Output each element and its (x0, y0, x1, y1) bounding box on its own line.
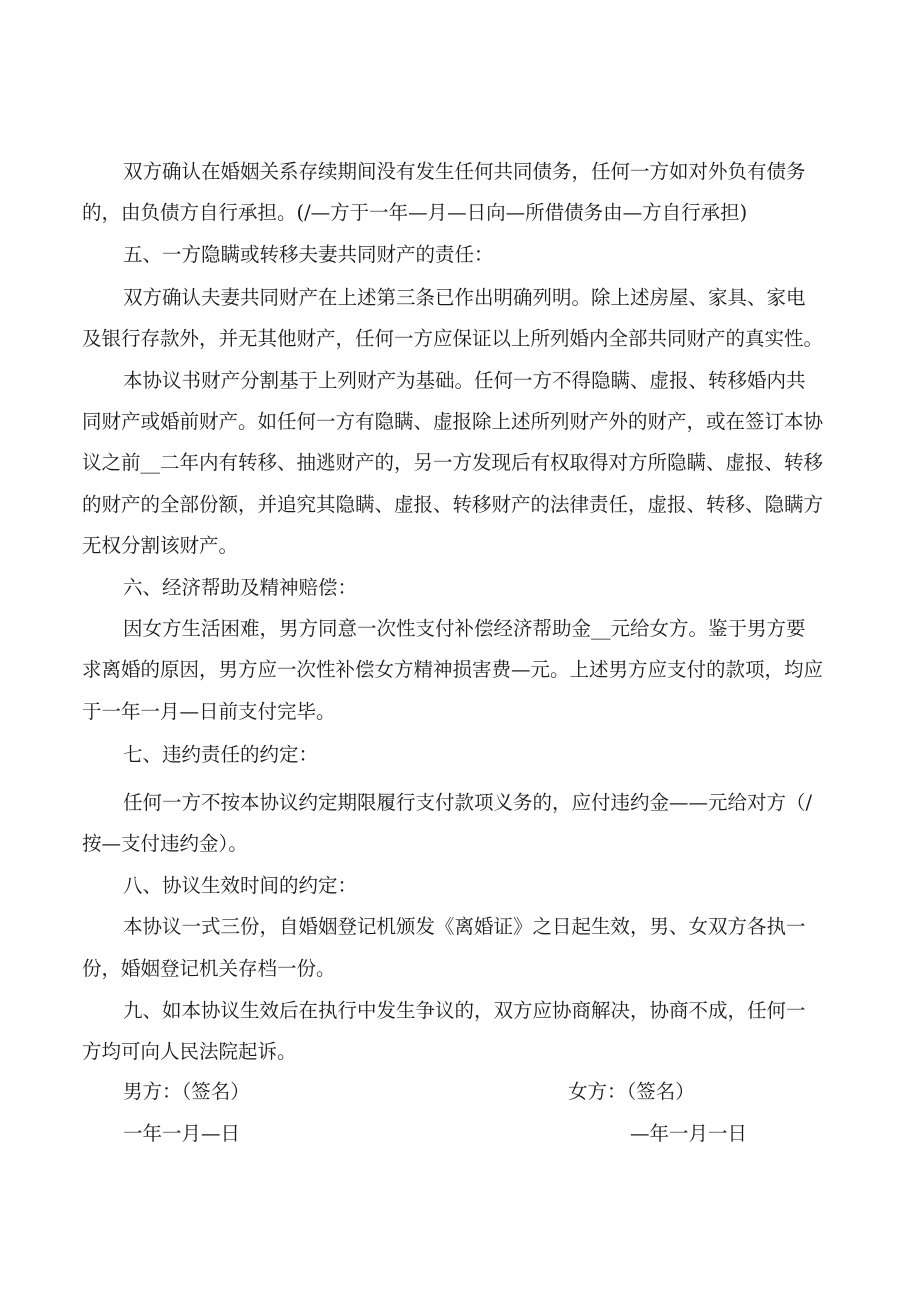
section-heading: 六、经济帮助及精神赔偿： (123, 576, 358, 599)
text-line: 求离婚的原因，男方应一次性补偿女方精神损害费—元。上述男方应支付的款项，均应 (82, 658, 824, 681)
text-line: 因女方生活困难，男方同意一次性支付补偿经济帮助金__元给女方。鉴于男方要 (123, 617, 806, 640)
text-line: 双方确认在婚姻关系存续期间没有发生任何共同债务，任何一方如对外负有债务 (123, 160, 806, 183)
text-line: 的，由负债方自行承担。(/—方于一年—月—日向—所借债务由—方自行承担) (82, 201, 748, 224)
text-line: 的财产的全部份额，并追究其隐瞒、虚报、转移财产的法律责任，虚报、转移、隐瞒方 (82, 493, 824, 516)
section-heading: 九、如本协议生效后在执行中发生争议的，双方应协商解决，协商不成，任何一 (123, 999, 806, 1022)
male-signature-label: 男方：（签名） (123, 1080, 250, 1103)
text-line: 本协议一式三份，自婚姻登记机颁发《离婚证》之日起生效，男、女双方各执一 (123, 915, 806, 938)
text-line: 任何一方不按本协议约定期限履行支付款项义务的，应付违约金——元给对方（/ (123, 791, 813, 814)
male-signature-date: 一年一月—日 (123, 1122, 241, 1145)
text-line: 及银行存款外，并无其他财产，任何一方应保证以上所列婚内全部共同财产的真实性。 (82, 327, 824, 350)
section-heading: 八、协议生效时间的约定： (123, 874, 358, 897)
text-line: 本协议书财产分割基于上列财产为基础。任何一方不得隐瞒、虚报、转移婚内共 (123, 369, 806, 392)
text-line: 双方确认夫妻共同财产在上述第三条已作出明确列明。除上述房屋、家具、家电 (123, 286, 806, 309)
female-signature-date: —年一月一日 (630, 1122, 748, 1145)
text-line: 方均可向人民法院起诉。 (82, 1040, 297, 1063)
text-line: 于一年一月—日前支付完毕。 (82, 700, 336, 723)
female-signature-label: 女方：（签名） (568, 1080, 695, 1103)
section-heading: 五、一方隐瞒或转移夫妻共同财产的责任： (123, 243, 494, 266)
text-line: 按—支付违约金）。 (82, 832, 248, 855)
text-line: 同财产或婚前财产。如任何一方有隐瞒、虚报除上述所列财产外的财产，或在签订本协 (82, 410, 824, 433)
section-heading: 七、违约责任的约定： (123, 743, 319, 766)
text-line: 议之前__二年内有转移、抽逃财产的，另一方发现后有权取得对方所隐瞒、虚报、转移 (82, 451, 824, 474)
text-line: 份，婚姻登记机关存档一份。 (82, 957, 336, 980)
text-line: 无权分割该财产。 (82, 534, 239, 557)
